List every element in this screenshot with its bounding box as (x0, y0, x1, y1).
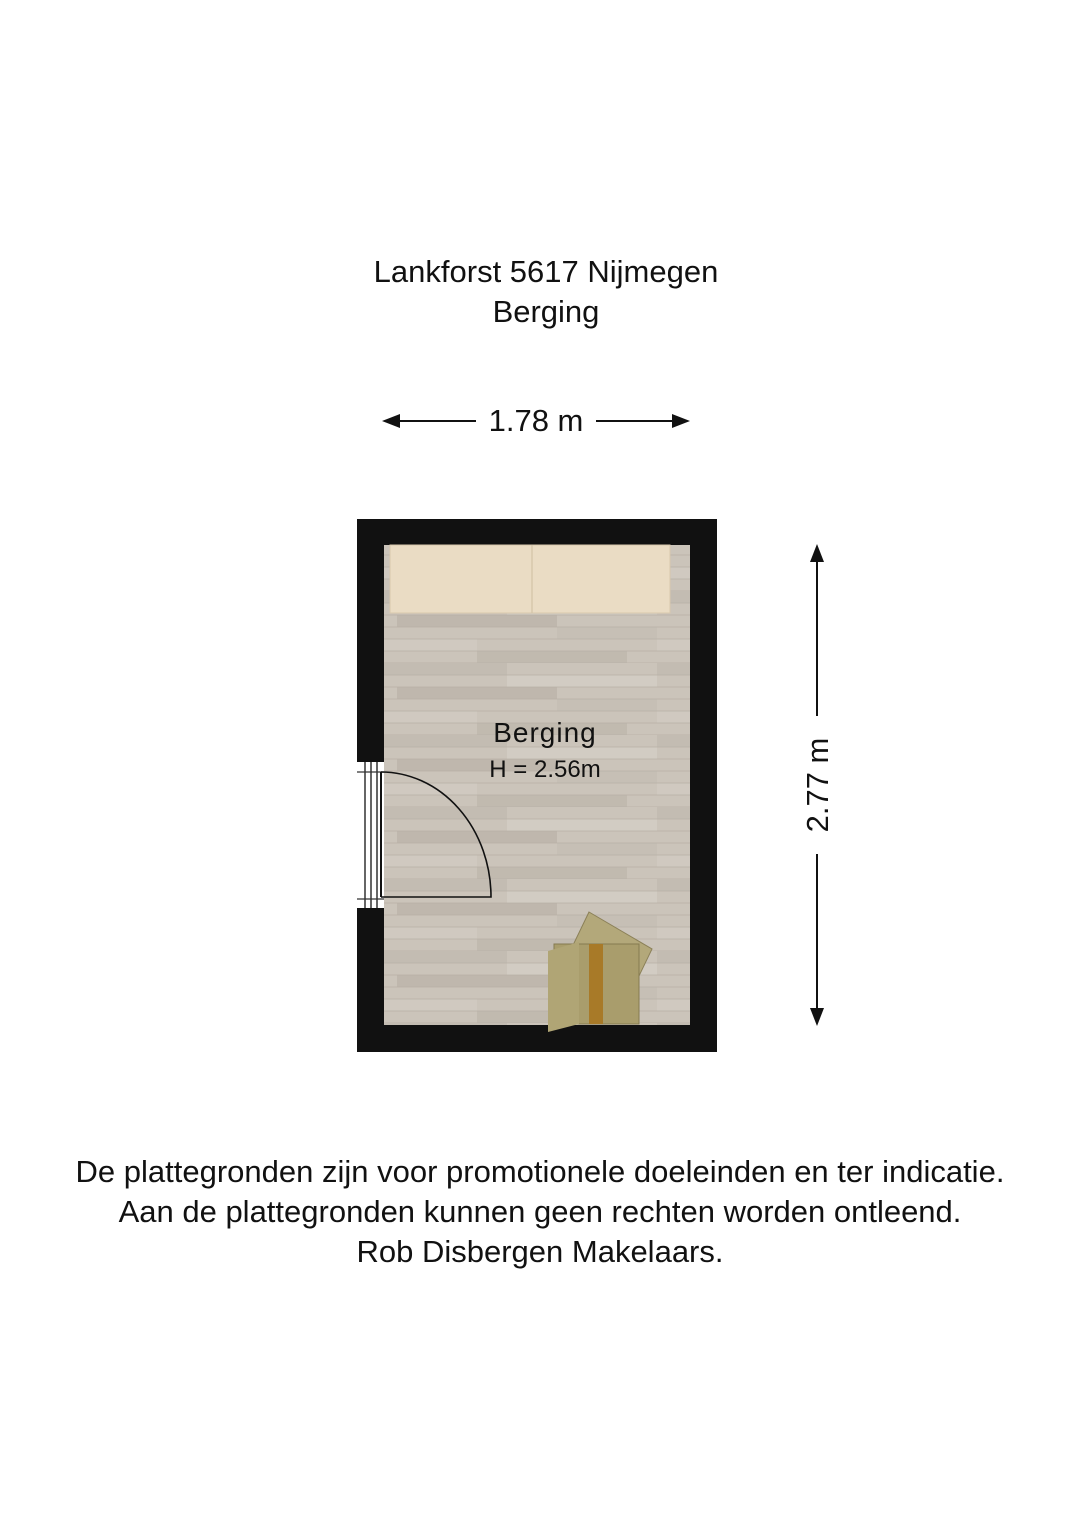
arrow-down-icon (810, 1008, 824, 1026)
width-label: 1.78 m (488, 403, 584, 438)
arrow-up-icon (810, 544, 824, 562)
plan-address-title: Lankforst 5617 Nijmegen (373, 254, 719, 289)
plan-floor-title: Berging (492, 294, 600, 329)
disclaimer-line-2: Aan de plattegronden kunnen geen rechten worden ontleend. (118, 1194, 962, 1229)
width-dimension (380, 398, 692, 444)
disclaimer-line-3: Rob Disbergen Makelaars. (356, 1234, 724, 1269)
room-name: Berging (493, 717, 597, 748)
disclaimer-line-1: De plattegronden zijn voor promotionele doeleinden en ter indicatie. (75, 1154, 1005, 1189)
room-height: H = 2.56m (489, 756, 601, 783)
depth-dimension (795, 544, 841, 1026)
depth-label: 2.77 m (800, 737, 835, 833)
shelf (390, 545, 670, 613)
